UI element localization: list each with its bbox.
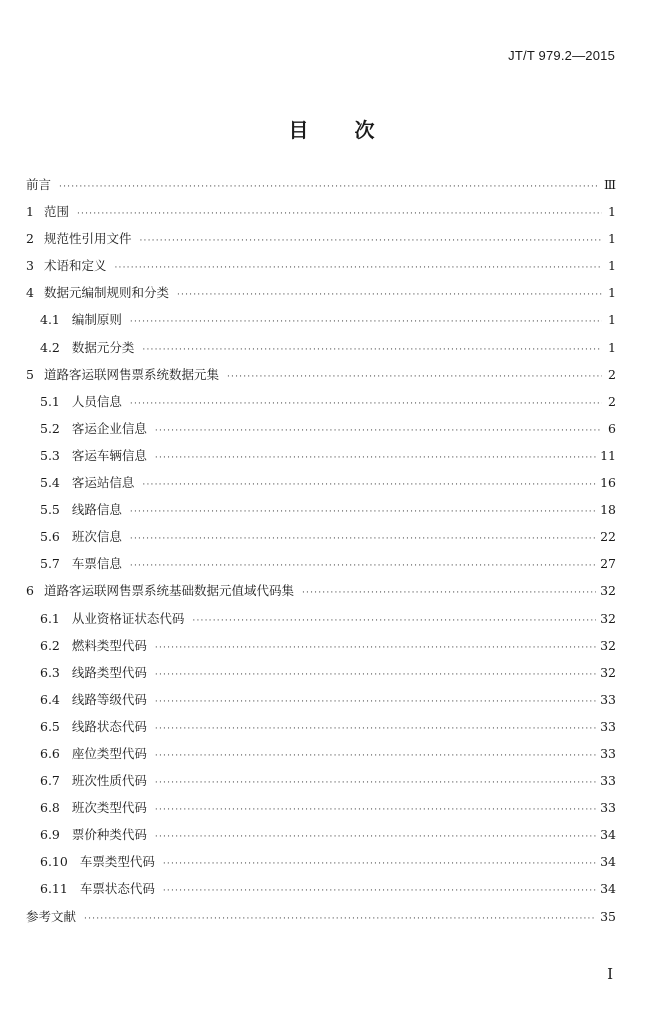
toc-entry[interactable] — [26, 659, 616, 686]
toc-leader-dots — [155, 743, 596, 770]
toc-entry-number: 5.1 — [40, 393, 60, 409]
toc-leader-dots — [130, 391, 602, 418]
toc-entry-number: 5 — [26, 366, 34, 382]
toc-entry-number: 2 — [26, 231, 34, 247]
toc-entry-page: 34 — [600, 854, 616, 870]
toc-entry[interactable] — [26, 388, 616, 415]
toc-entry[interactable] — [26, 279, 616, 306]
toc-leader-dots — [163, 878, 596, 905]
toc-entry[interactable] — [26, 334, 616, 361]
toc-entry[interactable] — [26, 523, 616, 550]
toc-entry[interactable] — [26, 171, 616, 198]
page-title: 目次 — [288, 118, 421, 142]
toc-leader-dots — [59, 174, 600, 201]
toc-entry-page: 33 — [600, 691, 616, 707]
toc-entry-label: 线路信息 — [71, 502, 122, 518]
toc-leader-dots — [130, 553, 596, 580]
toc-entry-number: 6.11 — [40, 881, 68, 897]
toc-entry[interactable] — [26, 496, 616, 523]
toc-leader-dots — [155, 635, 596, 662]
toc-entry-label: 范围 — [43, 204, 69, 220]
toc-entry-number: 6.1 — [40, 610, 60, 626]
toc-leader-dots — [192, 608, 596, 635]
toc-entry-number: 6.7 — [40, 773, 60, 789]
toc-entry-page: Ⅲ — [603, 177, 616, 192]
toc-entry-number: 4.2 — [40, 339, 60, 355]
toc-entry[interactable] — [26, 686, 616, 713]
toc-entry-page: 33 — [600, 800, 616, 816]
toc-entry[interactable] — [26, 875, 616, 902]
toc-entry-label: 道路客运联网售票系统基础数据元值域代码集 — [43, 583, 294, 599]
toc-entry-label: 客运站信息 — [71, 475, 135, 491]
toc-leader-dots — [302, 580, 596, 607]
toc-entry-label: 道路客运联网售票系统数据元集 — [43, 366, 219, 382]
toc-entry-label: 燃料类型代码 — [71, 637, 147, 653]
toc-entry-page: 32 — [600, 664, 616, 680]
toc-leader-dots — [155, 662, 596, 689]
toc-entry-page: 1 — [608, 231, 616, 247]
toc-entry-page: 6 — [608, 420, 616, 436]
toc-entry-number: 4 — [26, 285, 34, 301]
toc-entry-page: 33 — [600, 718, 616, 734]
toc-entry-label: 班次性质代码 — [71, 773, 147, 789]
toc-leader-dots — [114, 255, 602, 282]
toc-entry-number: 6 — [26, 583, 34, 599]
toc-entry-number: 6.5 — [40, 718, 60, 734]
toc-entry-label: 前言 — [26, 177, 52, 192]
toc-entry-label: 线路等级代码 — [71, 691, 147, 707]
toc-entry-page: 1 — [608, 285, 616, 301]
toc-entry-page: 33 — [600, 773, 616, 789]
toc-leader-dots — [130, 526, 596, 553]
toc-entry-number: 6.4 — [40, 691, 60, 707]
toc-entry[interactable] — [26, 577, 616, 604]
toc-entry-label: 车票类型代码 — [79, 854, 155, 870]
toc-entry[interactable] — [26, 361, 616, 388]
toc-entry-number: 6.6 — [40, 745, 60, 761]
toc-entry-number: 5.7 — [40, 556, 60, 572]
toc-entry-number: 5.6 — [40, 529, 60, 545]
toc-entry-label: 人员信息 — [71, 393, 122, 409]
toc-entry-number: 6.3 — [40, 664, 60, 680]
toc-entry-number: 6.8 — [40, 800, 60, 816]
toc-entry[interactable] — [26, 550, 616, 577]
toc-entry-label: 数据元分类 — [71, 339, 135, 355]
toc-leader-dots — [155, 716, 596, 743]
toc-entry-page: 18 — [600, 502, 616, 518]
toc-leader-dots — [155, 445, 596, 472]
toc-entry-number: 6.9 — [40, 827, 60, 843]
toc-leader-dots — [142, 337, 602, 364]
toc-leader-dots — [130, 499, 596, 526]
toc-entry-label: 客运企业信息 — [71, 420, 147, 436]
toc-entry-label: 座位类型代码 — [71, 745, 147, 761]
toc-entry[interactable] — [26, 632, 616, 659]
toc-entry-page: 1 — [608, 258, 616, 274]
toc-entry-number: 4.1 — [40, 312, 60, 328]
toc-leader-dots — [84, 906, 596, 933]
toc-entry-page: 22 — [600, 529, 616, 545]
toc-entry[interactable] — [26, 794, 616, 821]
toc-entry-page: 2 — [608, 393, 616, 409]
toc-entry-label: 术语和定义 — [43, 258, 107, 274]
toc-entry-page: 1 — [608, 204, 616, 220]
toc-entry[interactable] — [26, 605, 616, 632]
toc-entry-page: 16 — [600, 475, 616, 491]
toc-entry-label: 规范性引用文件 — [43, 231, 132, 247]
toc-leader-dots — [155, 418, 602, 445]
toc-leader-dots — [130, 309, 602, 336]
toc-entry-number: 3 — [26, 258, 34, 274]
toc-entry-page: 33 — [600, 745, 616, 761]
toc-entry-label: 参考文献 — [26, 908, 77, 924]
toc-entry-page: 11 — [600, 447, 616, 463]
standard-code: JT/T 979.2—2015 — [508, 48, 615, 63]
toc-entry-number: 5.2 — [40, 420, 60, 436]
toc-entry-label: 从业资格证状态代码 — [71, 610, 185, 626]
toc-leader-dots — [155, 824, 596, 851]
toc-leader-dots — [163, 851, 596, 878]
toc-entry[interactable] — [26, 903, 616, 930]
toc-entry[interactable] — [26, 713, 616, 740]
toc-entry-label: 班次信息 — [71, 529, 122, 545]
toc-entry[interactable] — [26, 821, 616, 848]
toc-entry-page: 27 — [600, 556, 616, 572]
toc-entry[interactable] — [26, 198, 616, 225]
toc-entry-number: 6.2 — [40, 637, 60, 653]
toc-entry[interactable] — [26, 306, 616, 333]
toc-entry[interactable] — [26, 740, 616, 767]
toc-entry-label: 车票状态代码 — [79, 881, 155, 897]
toc-entry-page: 32 — [600, 637, 616, 653]
toc-entry-label: 线路状态代码 — [71, 718, 147, 734]
toc-entry-page: 35 — [600, 908, 616, 924]
toc-leader-dots — [155, 689, 596, 716]
toc-entry-page: 32 — [600, 583, 616, 599]
toc-leader-dots — [155, 797, 596, 824]
toc-leader-dots — [177, 282, 602, 309]
toc-entry-label: 车票信息 — [71, 556, 122, 572]
page-number: I — [607, 965, 613, 983]
toc-entry-label: 数据元编制规则和分类 — [43, 285, 169, 301]
toc-entry-page: 34 — [600, 827, 616, 843]
toc-entry[interactable] — [26, 415, 616, 442]
toc-entry-page: 1 — [608, 339, 616, 355]
toc-leader-dots — [155, 770, 596, 797]
toc-leader-dots — [77, 201, 602, 228]
toc-entry-number: 5.4 — [40, 475, 60, 491]
toc-leader-dots — [142, 472, 596, 499]
toc-entry[interactable] — [26, 225, 616, 252]
toc-entry-number: 6.10 — [40, 854, 68, 870]
toc-entry-number: 1 — [26, 204, 34, 220]
toc-entry-label: 线路类型代码 — [71, 664, 147, 680]
toc-entry-page: 2 — [608, 366, 616, 382]
toc-entry[interactable] — [26, 442, 616, 469]
toc-entry-page: 34 — [600, 881, 616, 897]
table-of-contents — [26, 171, 616, 930]
toc-entry-number: 5.3 — [40, 447, 60, 463]
toc-entry[interactable] — [26, 252, 616, 279]
toc-entry-label: 客运车辆信息 — [71, 447, 147, 463]
toc-entry-number: 5.5 — [40, 502, 60, 518]
toc-entry-label: 票价种类代码 — [71, 827, 147, 843]
toc-leader-dots — [139, 228, 602, 255]
toc-entry-page: 1 — [608, 312, 616, 328]
toc-leader-dots — [227, 364, 602, 391]
toc-entry-page: 32 — [600, 610, 616, 626]
toc-entry-label: 班次类型代码 — [71, 800, 147, 816]
toc-entry[interactable] — [26, 848, 616, 875]
toc-entry[interactable] — [26, 469, 616, 496]
toc-entry-label: 编制原则 — [71, 312, 122, 328]
toc-entry[interactable] — [26, 767, 616, 794]
